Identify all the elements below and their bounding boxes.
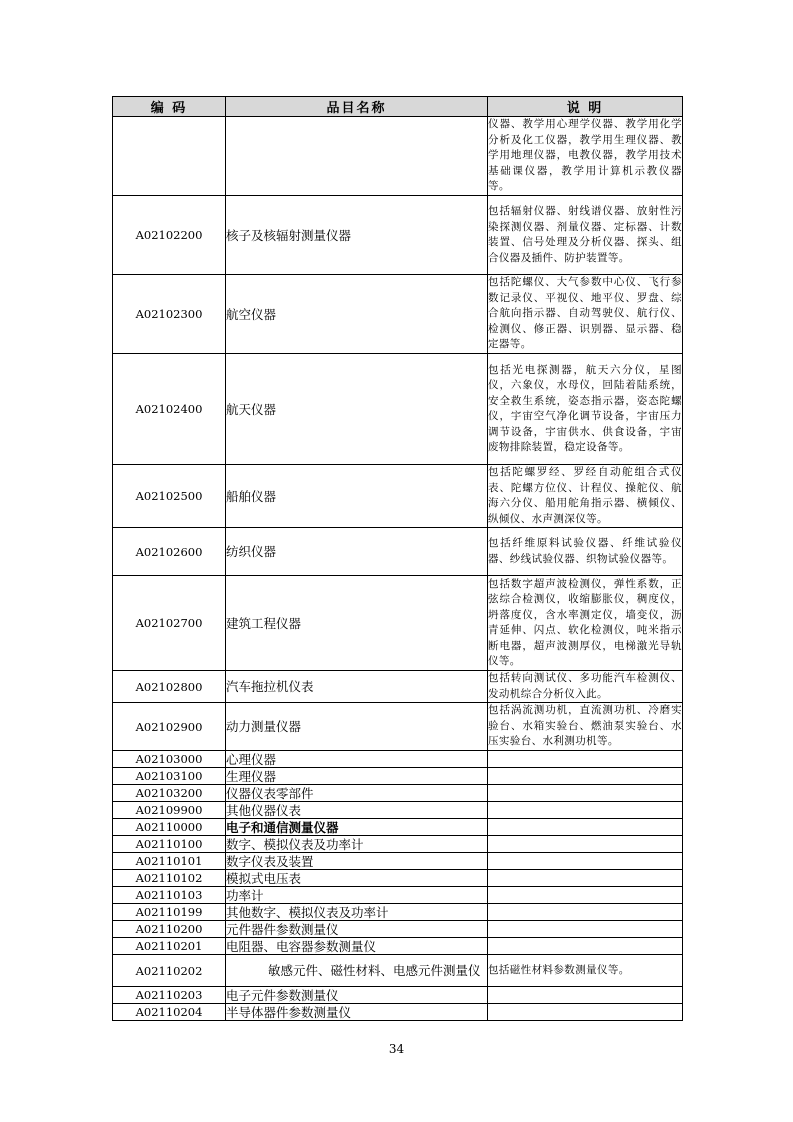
item-code: A02102900 — [113, 703, 226, 751]
item-description: 包括陀螺罗经、罗经自动舵组合式仪表、陀螺方位仪、计程仪、操舵仪、航海六分仪、船用舵角指示器、横倾仪、纵倾仪、水声测深仪等。 — [488, 465, 683, 528]
item-description — [488, 751, 683, 768]
table-body — [113, 117, 683, 1021]
item-name: 航空仪器 — [226, 275, 488, 354]
item-code: A02103100 — [113, 768, 226, 785]
item-description — [488, 904, 683, 921]
item-code: A02110204 — [113, 1004, 226, 1021]
item-name: 其他数字、模拟仪表及功率计 — [226, 904, 488, 921]
item-description — [488, 1004, 683, 1021]
item-name: 汽车拖拉机仪表 — [226, 671, 488, 703]
table-row — [113, 196, 683, 275]
item-description: 包括光电探测器，航天六分仪，星图仪，六象仪，水母仪，回陆着陆系统，安全救生系统，姿态指示器，姿态陀螺仪，宇宙空气净化调节设备，宇宙压力调节设备，宇宙供水、供食设备，宇宙废物排除装置，稳定设备等。 — [488, 354, 683, 465]
table-row — [113, 576, 683, 671]
item-code: A02103200 — [113, 785, 226, 802]
item-description: 包括涡流测功机，直流测功机、冷磨实验台、水箱实验台、燃油泵实验台、水压实验台、水利测功机等。 — [488, 703, 683, 751]
header-code: 编 码 — [113, 97, 226, 117]
item-code: A02110200 — [113, 921, 226, 938]
item-name: 电阻器、电容器参数测量仪 — [226, 938, 488, 955]
item-code: A02102400 — [113, 354, 226, 465]
item-description — [488, 768, 683, 785]
item-code: A02110203 — [113, 987, 226, 1004]
item-description — [488, 836, 683, 853]
table-row — [113, 819, 683, 836]
item-description — [488, 802, 683, 819]
table-row — [113, 465, 683, 528]
item-code: A02110000 — [113, 819, 226, 836]
catalog-table — [112, 96, 683, 1021]
item-code: A02102700 — [113, 576, 226, 671]
item-name: 其他仪器仪表 — [226, 802, 488, 819]
table-row — [113, 921, 683, 938]
item-name: 核子及核辐射测量仪器 — [226, 196, 488, 275]
item-name: 心理仪器 — [226, 751, 488, 768]
table-row — [113, 938, 683, 955]
item-code: A02102800 — [113, 671, 226, 703]
table-row — [113, 671, 683, 703]
item-name: 功率计 — [226, 887, 488, 904]
item-description: 仪器、教学用心理学仪器、教学用化学分析及化工仪器，教学用生理仪器、教学用地理仪器，电教仪器，教学用技术基础课仪器，教学用计算机示教仪器等。 — [488, 117, 683, 196]
item-code: A02110101 — [113, 853, 226, 870]
table-row — [113, 703, 683, 751]
item-code: A02102200 — [113, 196, 226, 275]
item-name: 模拟式电压表 — [226, 870, 488, 887]
item-description — [488, 853, 683, 870]
item-name: 元件器件参数测量仪 — [226, 921, 488, 938]
table-row — [113, 802, 683, 819]
table-row — [113, 870, 683, 887]
item-code: A02102600 — [113, 528, 226, 576]
item-name: 电子元件参数测量仪 — [226, 987, 488, 1004]
table-row — [113, 1004, 683, 1021]
item-description — [488, 870, 683, 887]
item-description: 包括纤维原料试验仪器、纤维试验仪器、纱线试验仪器、织物试验仪器等。 — [488, 528, 683, 576]
item-name: 船舶仪器 — [226, 465, 488, 528]
header-row — [113, 97, 683, 117]
item-name — [226, 117, 488, 196]
header-name: 品目名称 — [226, 97, 488, 117]
item-code: A02110102 — [113, 870, 226, 887]
page-number: 34 — [388, 1042, 405, 1056]
table-row — [113, 117, 683, 196]
item-description: 包括磁性材料参数测量仪等。 — [488, 955, 683, 987]
item-description: 包括数字超声波检测仪，弹性系数，正弦综合检测仪，收缩膨胀仪，稠度仪，坍落度仪，含水率测定仪，墙变仪，沥青延伸、闪点、软化检测仪，吨米指示断电器，超声波测厚仪，电梯激光导轨仪等。 — [488, 576, 683, 671]
item-description: 包括转向测试仪、多功能汽车检测仪、发动机综合分析仪入此。 — [488, 671, 683, 703]
item-description — [488, 921, 683, 938]
table-row — [113, 528, 683, 576]
item-code: A02103000 — [113, 751, 226, 768]
item-code: A02102500 — [113, 465, 226, 528]
table-row — [113, 987, 683, 1004]
item-name: 航天仪器 — [226, 354, 488, 465]
item-code — [113, 117, 226, 196]
table-row — [113, 887, 683, 904]
item-name: 半导体器件参数测量仪 — [226, 1004, 488, 1021]
item-code: A02109900 — [113, 802, 226, 819]
item-description — [488, 938, 683, 955]
item-code: A02110103 — [113, 887, 226, 904]
table-row — [113, 955, 683, 987]
item-code: A02102300 — [113, 275, 226, 354]
item-name: 敏感元件、磁性材料、电感元件测量仪 — [226, 955, 488, 987]
header-desc: 说 明 — [488, 97, 683, 117]
table-row — [113, 785, 683, 802]
item-description — [488, 785, 683, 802]
item-name: 电子和通信测量仪器 — [226, 819, 488, 836]
item-description: 包括辐射仪器、射线谱仪器、放射性污染探测仪器、剂量仪器、定标器、计数装置、信号处理及分析仪器、探头、组合仪器及插件、防护装置等。 — [488, 196, 683, 275]
table-row — [113, 751, 683, 768]
item-code: A02110202 — [113, 955, 226, 987]
item-description — [488, 819, 683, 836]
table-row — [113, 853, 683, 870]
item-code: A02110100 — [113, 836, 226, 853]
item-description — [488, 887, 683, 904]
item-name: 仪器仪表零部件 — [226, 785, 488, 802]
item-name: 数字、模拟仪表及功率计 — [226, 836, 488, 853]
table-row — [113, 836, 683, 853]
item-code: A02110201 — [113, 938, 226, 955]
table-row — [113, 275, 683, 354]
item-name: 数字仪表及装置 — [226, 853, 488, 870]
table-row — [113, 904, 683, 921]
item-description: 包括陀螺仪、大气参数中心仪、飞行参数记录仪、平视仪、地平仪、罗盘、综合航向指示器、自动驾驶仪、航行仪、检测仪、修正器、识别器、显示器、稳定器等。 — [488, 275, 683, 354]
item-code: A02110199 — [113, 904, 226, 921]
item-name: 动力测量仪器 — [226, 703, 488, 751]
table-row — [113, 354, 683, 465]
item-name: 建筑工程仪器 — [226, 576, 488, 671]
item-name: 纺织仪器 — [226, 528, 488, 576]
item-name: 生理仪器 — [226, 768, 488, 785]
table-row — [113, 768, 683, 785]
item-description — [488, 987, 683, 1004]
